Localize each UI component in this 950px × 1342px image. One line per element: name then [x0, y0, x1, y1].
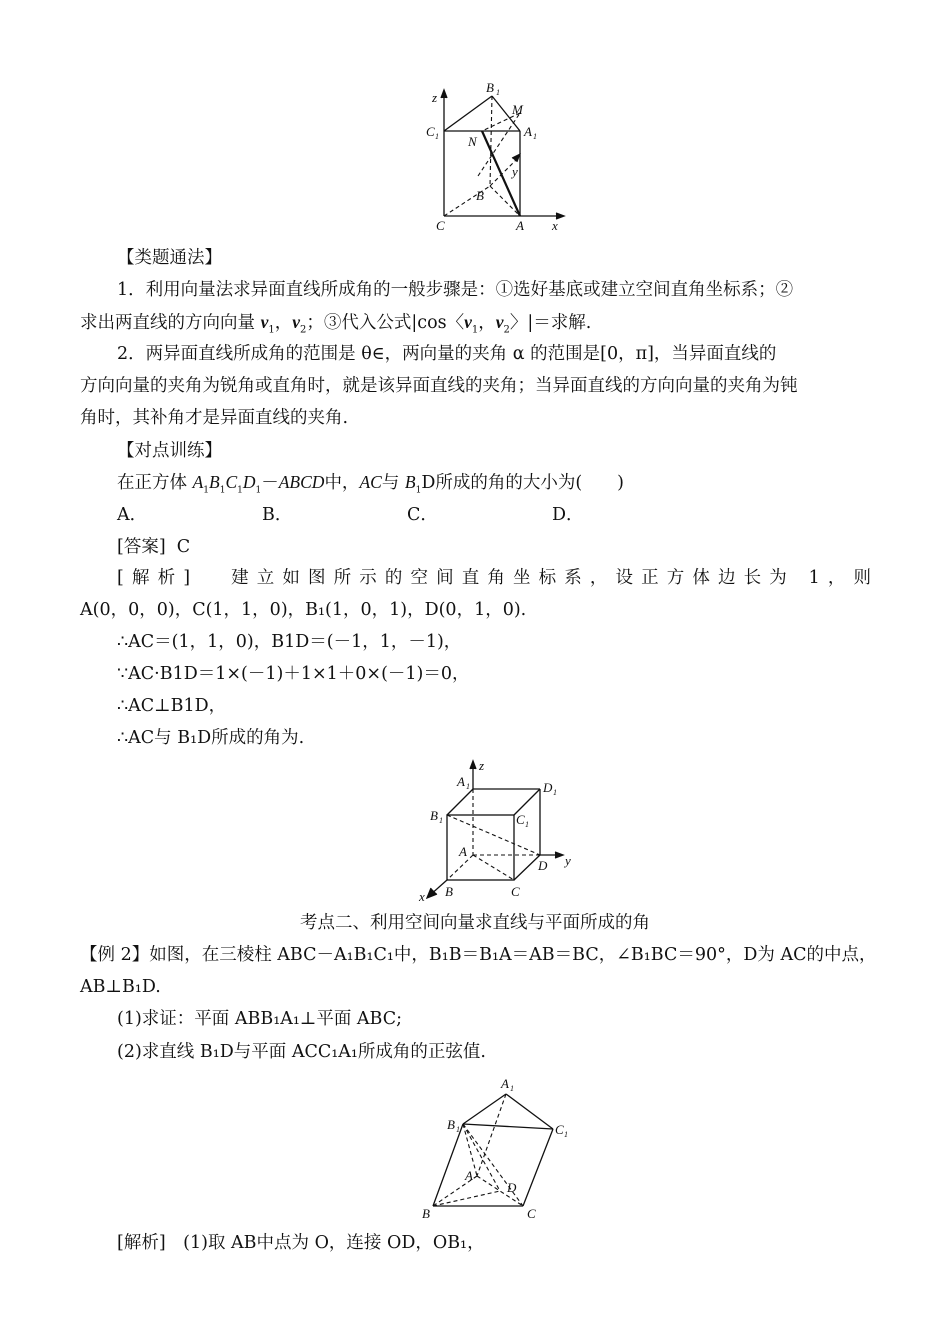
method-p1-line2: 求出两直线的方向向量 $v_1$，$v_2$；③代入公式|cos〈$v_1$，$v_2$〉|＝求解. [80, 312, 592, 336]
fig3-label-c1: C [555, 1122, 564, 1137]
fig3-label-a1: A [501, 1076, 509, 1091]
fig3-label-d: D [507, 1180, 517, 1195]
method-p1-line1: 1．利用向量法求异面直线所成角的一般步骤是：①选好基底或建立空间直角坐标系；② [117, 280, 794, 300]
fig2-label-a1: A [457, 774, 465, 789]
figure-cube-axes [415, 760, 585, 905]
fig2-label-a: A [459, 844, 467, 859]
example2-line2: AB⊥B₁D. [80, 977, 161, 997]
fig1-label-b: B [476, 188, 484, 203]
section-title-kaodian2: 考点二、利用空间向量求直线与平面所成的角 [300, 913, 650, 933]
fig2-sub-d1: 1 [553, 788, 557, 797]
example2-q1: (1)求证：平面 ABB₁A₁⊥平面 ABC; [117, 1009, 403, 1029]
fig1-label-y: y [512, 164, 518, 179]
analysis-step1: ∴AC＝(1，1，0)，B1D＝(－1，1，－1)， [117, 632, 462, 652]
analysis-line2: A(0，0，0)，C(1，1，0)，B₁(1，0，1)，D(0，1，0). [80, 600, 527, 620]
answer-line: [答案] C [117, 537, 191, 557]
fig1-label-a: A [516, 218, 524, 233]
option-c: C． [407, 505, 438, 525]
fig2-label-x: x [419, 889, 425, 904]
fig3-label-a: A [465, 1168, 473, 1183]
fig2-label-z: z [479, 758, 485, 773]
analysis-step3: ∴AC⊥B1D， [117, 696, 227, 716]
example2-line1: 【例 2】如图，在三棱柱 ABC－A₁B₁C₁中，B₁B＝B₁A＝AB＝BC，∠B₁BC＝90°，D为 AC的中点， [80, 945, 877, 965]
figure-prism-mn [420, 78, 570, 238]
fig1-label-a1: A [524, 124, 532, 139]
fig3-sub-c1: 1 [564, 1130, 568, 1139]
fig2-label-d1: D [543, 780, 553, 795]
method-p2-line1: 2．两异面直线所成角的范围是 θ∈，两向量的夹角 α 的范围是[0，π]，当异面直线的 [117, 344, 777, 364]
fig3-label-b: B [422, 1206, 430, 1221]
analysis-line1: [解析] 建立如图所示的空间直角坐标系，设正方体边长为 1，则 [117, 568, 871, 588]
fig1-sub-b1: 1 [496, 88, 500, 97]
fig1-label-x: x [552, 218, 558, 233]
fig2-label-c: C [511, 884, 520, 899]
fig2-sub-c1: 1 [525, 820, 529, 829]
fig1-label-m: M [512, 102, 523, 117]
fig1-sub-c1: 1 [435, 132, 439, 141]
fig2-label-y: y [565, 853, 571, 868]
fig1-label-b1: B [486, 80, 494, 95]
fig1-label-c: C [436, 218, 445, 233]
fig2-sub-b1: 1 [439, 816, 443, 825]
method-p2-line2: 方向向量的夹角为锐角或直角时，就是该异面直线的夹角；当异面直线的方向向量的夹角为钝 [80, 376, 798, 396]
fig2-label-d: D [538, 858, 548, 873]
fig3-label-b1: B [447, 1117, 455, 1132]
fig1-label-z: z [432, 90, 438, 105]
practice-question: 在正方体 $A_1B_1C_1D_1-ABCD$中，AC与 $B_1D$所成的角的大小为( ) [117, 472, 625, 496]
option-b: B． [262, 505, 293, 525]
fig2-label-c1: C [516, 812, 525, 827]
fig1-sub-a1: 1 [533, 132, 537, 141]
fig2-label-b1: B [430, 808, 438, 823]
example2-analysis: [解析] (1)取 AB中点为 O，连接 OD，OB₁， [117, 1233, 485, 1253]
option-d: D． [552, 505, 584, 525]
fig3-label-c: C [527, 1206, 536, 1221]
analysis-step2: ∵AC·B1D＝1×(－1)＋1×1＋0×(－1)＝0， [117, 664, 470, 684]
fig1-label-n: N [468, 134, 477, 149]
example2-q2: (2)求直线 B₁D与平面 ACC₁A₁所成角的正弦值. [117, 1042, 486, 1062]
section-heading-method: 【类题通法】 [117, 248, 222, 268]
section-heading-practice: 【对点训练】 [117, 441, 222, 461]
analysis-step4: ∴AC与 B₁D所成的角为. [117, 728, 305, 748]
method-p2-line3: 角时，其补角才是异面直线的夹角. [80, 408, 349, 428]
fig3-sub-b1: 1 [456, 1125, 460, 1134]
fig2-label-b: B [445, 884, 453, 899]
option-a: A． [117, 505, 148, 525]
fig3-sub-a1: 1 [510, 1084, 514, 1093]
figure-oblique-prism [415, 1074, 585, 1224]
fig1-label-c1: C [426, 124, 435, 139]
fig2-sub-a1: 1 [466, 782, 470, 791]
